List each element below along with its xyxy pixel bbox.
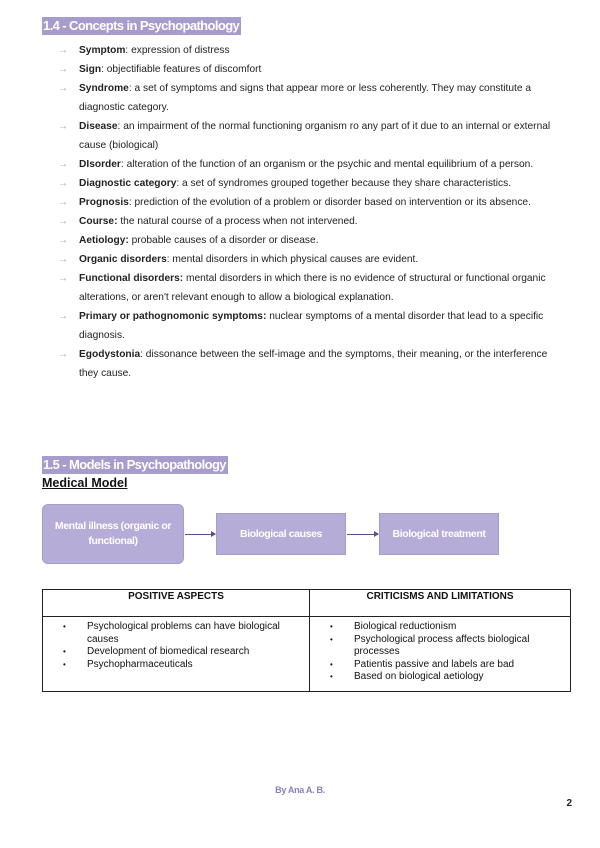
concept-term: DIsorder: [79, 159, 121, 170]
concept-item: [42, 41, 562, 60]
medical-model-heading: Medical Model: [42, 476, 128, 490]
arrow-bullet-icon: →: [58, 235, 68, 246]
flow-box-biological-causes: Biological causes: [216, 513, 346, 555]
concept-definition: : dissonance between the self-image and the symptoms, their meaning, or the interference they cause.: [79, 349, 548, 379]
flow-box-mental-illness: Mental illness (organic or functional): [42, 504, 184, 564]
concept-term: Primary or pathognomonic symptoms:: [79, 311, 267, 322]
concept-item: [42, 345, 562, 383]
concept-definition: : prediction of the evolution of a problem or disorder based on intervention or its absence.: [128, 197, 531, 208]
concept-item: [42, 174, 562, 193]
criticism-item: • Based on biological aetiology: [330, 671, 570, 684]
concept-term: Disease: [79, 121, 118, 132]
concept-item: [42, 60, 562, 79]
section-title-models: 1.5 - Models in Psychopathology: [43, 457, 226, 472]
concept-term: Syndrome: [79, 83, 129, 94]
concept-item: [42, 79, 562, 117]
flow-arrow: [347, 534, 378, 535]
concept-term: Prognosis: [79, 197, 129, 208]
arrow-bullet-icon: →: [58, 197, 68, 208]
positive-item: • Psychological problems can have biological causes: [63, 621, 309, 646]
positive-item: • Psychopharmaceuticals: [63, 659, 309, 672]
arrow-bullet-icon: →: [58, 216, 68, 227]
concept-term: Sign: [79, 64, 102, 75]
concept-definition: nuclear symptoms of a mental disorder that lead to a specific diagnosis.: [79, 311, 544, 341]
concept-definition: : alteration of the function of an organism or the psychic and mental equilibrium of a person.: [120, 159, 534, 170]
concept-item: [42, 155, 562, 174]
arrow-bullet-icon: →: [58, 273, 68, 284]
concept-item: [42, 193, 562, 212]
concept-definition: the natural course of a process when not intervened.: [117, 216, 358, 227]
concept-definition: mental disorders in which there is no evidence of structural or functional organic alterations, or aren't relevant enough to allow a biological explanation.: [79, 273, 546, 303]
concept-item: [42, 117, 562, 155]
criticisms-cell: [310, 617, 571, 692]
concept-definition: probable causes of a disorder or disease.: [128, 235, 319, 246]
concept-term: Course:: [79, 216, 118, 227]
concept-term: Organic disorders: [79, 254, 167, 265]
concept-term: Diagnostic category: [79, 178, 177, 189]
concept-definition: : expression of distress: [125, 45, 230, 56]
concept-term: Functional disorders:: [79, 273, 184, 284]
arrow-bullet-icon: →: [58, 45, 68, 56]
concept-item: [42, 212, 562, 231]
flow-arrow: [185, 534, 215, 535]
concept-definition: : a set of syndromes grouped together because they share characteristics.: [176, 178, 512, 189]
footer-author: By Ana A. B.: [275, 785, 325, 795]
arrow-bullet-icon: →: [58, 254, 68, 265]
criticism-item: • Psychological process affects biological processes: [330, 634, 570, 659]
header-positive: POSITIVE ASPECTS: [43, 590, 310, 617]
arrow-bullet-icon: →: [58, 121, 68, 132]
positive-cell: [43, 617, 310, 692]
aspects-table: [42, 589, 571, 692]
concept-term: Aetiology:: [79, 235, 129, 246]
arrow-bullet-icon: →: [58, 178, 68, 189]
page-number: 2: [566, 798, 572, 809]
criticism-item: • Biological reductionism: [330, 621, 570, 634]
concept-term: Symptom: [79, 45, 126, 56]
section-title-concepts: 1.4 - Concepts in Psychopathology: [43, 18, 240, 33]
concept-term: Egodystonia: [79, 349, 141, 360]
concept-item: [42, 250, 562, 269]
arrow-bullet-icon: →: [58, 311, 68, 322]
concept-item: [42, 231, 562, 250]
arrow-bullet-icon: →: [58, 64, 68, 75]
header-criticisms: CRITICISMS AND LIMITATIONS: [310, 590, 571, 617]
concept-definition: : mental disorders in which physical causes are evident.: [166, 254, 419, 265]
arrow-bullet-icon: →: [58, 349, 68, 360]
concept-definition: : an impairment of the normal functioning organism ro any part of it due to an internal or external cause (biological): [79, 121, 551, 151]
positive-item: • Development of biomedical research: [63, 646, 309, 659]
arrow-bullet-icon: →: [58, 83, 68, 94]
arrow-bullet-icon: →: [58, 159, 68, 170]
flow-box-biological-treatment: Biological treatment: [379, 513, 499, 555]
concept-item: [42, 307, 562, 345]
criticism-item: • Patientis passive and labels are bad: [330, 659, 570, 672]
concept-definition: : objectifiable features of discomfort: [101, 64, 262, 75]
concepts-list: [42, 41, 562, 383]
concept-definition: : a set of symptoms and signs that appear more or less coherently. They may constitute a diagnostic category.: [79, 83, 532, 113]
concept-item: [42, 269, 562, 307]
